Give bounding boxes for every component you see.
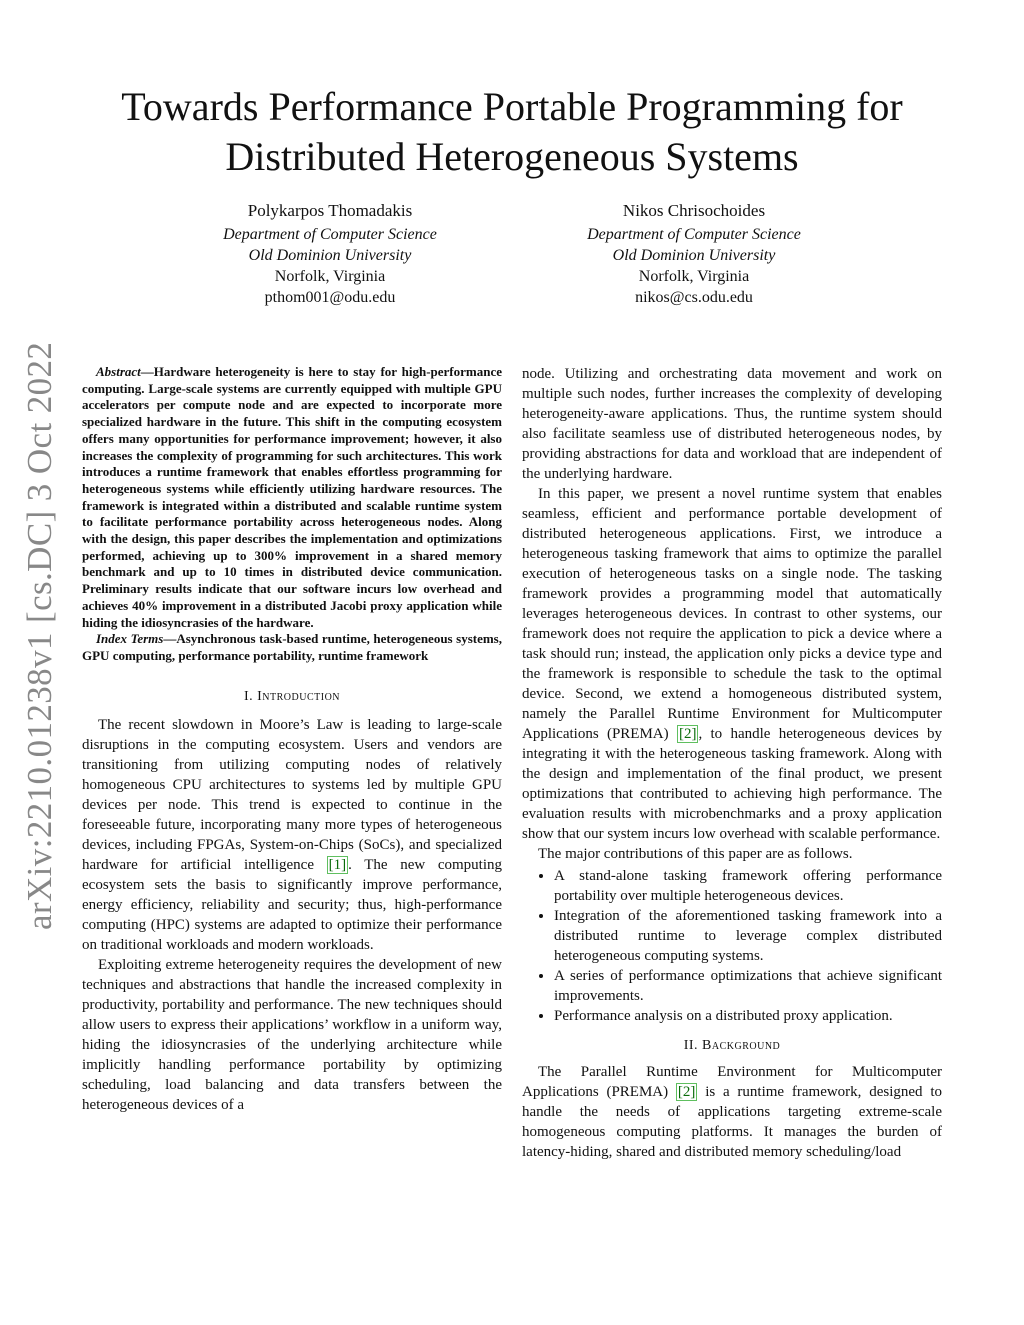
abstract-text: —Hardware heterogeneity is here to stay for high-performance computing. Large-scale systems are currently equipped with multiple GPU accelerators per compute node and are expected to incorporate more specialized hardware in the future. This shift in the computing ecosystem offers many opportunities for performance improvement; however, it also increases the complexity of programming for such architectures. This work introduces a runtime framework that enables effortless programming for heterogeneous systems while efficiently utilizing hardware resources. The framework is integrated within a distributed and scalable runtime system to facilitate performance portability across heterogeneous nodes. Along with the design, this paper describes the implementation and optimizations performed, achieving up to 300% improvement in a shared memory benchmark and up to 10 times in distributed device communication. Preliminary results indicate that our software incurs low overhead and achieves 40% improvement in a distributed Jacobi proxy application while hiding the idiosyncrasies of the hardware. (82, 364, 502, 630)
index-terms-text: —Asynchronous task-based runtime, heterogeneous systems, GPU computing, performance portability, runtime framework (82, 631, 502, 663)
background-p1-text-b: is a runtime framework, designed to handle the needs of applications targeting extreme-scale homogeneous computing platforms. It manages the burden of latency-hiding, shared and distributed memory scheduling/load (522, 1084, 942, 1160)
intro-paragraph-4 (522, 484, 942, 844)
author-university: Old Dominion University (612, 247, 776, 264)
intro-p4-text-a: In this paper, we present a novel runtime system that enables seamless, efficient and performance portable development of distributed heterogeneous applications. First, we introduce a heterogeneous tasking framework that aims to optimize the parallel execution of heterogeneous tasks on a single node. The tasking framework provides a programming model that automatically leverages heterogeneous devices. In contrast to other systems, our framework does not require the application to pick a device where a task should run; instead, the application only picks a device type and the framework is responsible to schedule the task to the optimal device. Second, we extend a homogeneous distributed system, namely the Parallel Runtime Environment for Multicomputer Applications (PREMA) (522, 486, 942, 742)
paper-title: Towards Performance Portable Programming for Distributed Heterogeneous Systems (121, 84, 903, 179)
index-terms (82, 631, 502, 664)
author-university: Old Dominion University (248, 247, 412, 264)
background-paragraph-1 (522, 1062, 942, 1162)
citation-link[interactable]: [2] (678, 726, 697, 742)
author-block-2 (534, 200, 854, 308)
author-location: Norfolk, Virginia (274, 268, 386, 285)
section-heading-introduction: I. Introduction (243, 688, 341, 704)
abstract (82, 364, 502, 631)
intro-paragraph-5: The major contributions of this paper are as follows. (538, 846, 853, 862)
citation-link[interactable]: [1] (328, 856, 347, 873)
author-department: Department of Computer Science (223, 226, 437, 243)
index-terms-label: Index Terms (96, 631, 164, 647)
author-department: Department of Computer Science (587, 226, 801, 243)
intro-paragraph-1 (82, 715, 502, 955)
citation-link[interactable]: [2] (677, 1084, 696, 1100)
abstract-label: Abstract (96, 364, 141, 379)
author-email: pthom001@odu.edu (264, 289, 396, 306)
contributions-list (522, 866, 942, 1026)
author-email: nikos@cs.odu.edu (635, 289, 753, 306)
intro-p1-text-b: . The new computing ecosystem sets the basis to significantly improve performance, energy efficiency, reliability and security; thus, high-performance computing (HPC) systems are adapted to optimize their performance on traditional workloads and modern workloads. (82, 856, 502, 953)
arxiv-identifier: arXiv:2210.01238v1 [cs.DC] 3 Oct 2022 (20, 341, 59, 930)
right-column (522, 364, 942, 1162)
author-name: Nikos Chrisochoides (622, 201, 766, 220)
author-block-1 (170, 200, 490, 308)
intro-p1-text-a: The recent slowdown in Moore’s Law is leading to large-scale disruptions in the computing ecosystem. Users and vendors are transitioning from utilizing computing nodes of relatively homogeneous CPU architectures to systems led by multiple GPU devices per node. This trend is expected to continue in the foreseeable future, incorporating many more types of heterogeneous devices, including FPGAs, System-on-Chips (SoCs), and specialized hardware for artificial intelligence (82, 716, 502, 873)
section-heading-background: II. Background (683, 1038, 781, 1053)
author-name: Polykarpos Thomadakis (247, 201, 413, 220)
list-item: • Integration of the aforementioned tasking framework into a distributed runtime to leverage complex distributed heterogeneous computing systems. (554, 906, 942, 966)
intro-paragraph-2: Exploiting extreme heterogeneity requires the development of new techniques and abstractions that handle the increased complexity in productivity, portability and performance. The new techniques should allow users to express their applications’ workflow in a uniform way, hiding the idiosyncrasies of the underlying architecture while implicitly handling performance portability by optimizing scheduling, load balancing and data transfers between the heterogeneous devices of a (82, 956, 502, 1113)
list-item: • Performance analysis on a distributed proxy application. (554, 1006, 942, 1026)
background-p1-text-a: The Parallel Runtime Environment for Multicomputer Applications (PREMA) (522, 1064, 942, 1100)
list-item: • A series of performance optimizations that achieve significant improvements. (554, 966, 942, 1006)
intro-p4-text-b: , to handle heterogeneous devices by integrating it with the heterogeneous tasking framework. Along with the design and implementation of the final product, we present optimizations that contributed to achieving high performance. The evaluation results with microbenchmarks and a proxy application show that our system incurs low overhead with scalable performance. (522, 726, 943, 842)
intro-paragraph-3: node. Utilizing and orchestrating data movement and work on multiple such nodes, further increases the complexity of developing heterogeneity-aware applications. Thus, the runtime system should also facilitate seamless use of distributed heterogeneous nodes, by providing abstractions for data and workload that are independent of the underlying hardware. (522, 366, 942, 482)
author-location: Norfolk, Virginia (638, 268, 750, 285)
left-column (82, 364, 502, 1115)
list-item: • A stand-alone tasking framework offering performance portability over multiple heterogeneous devices. (554, 866, 942, 906)
